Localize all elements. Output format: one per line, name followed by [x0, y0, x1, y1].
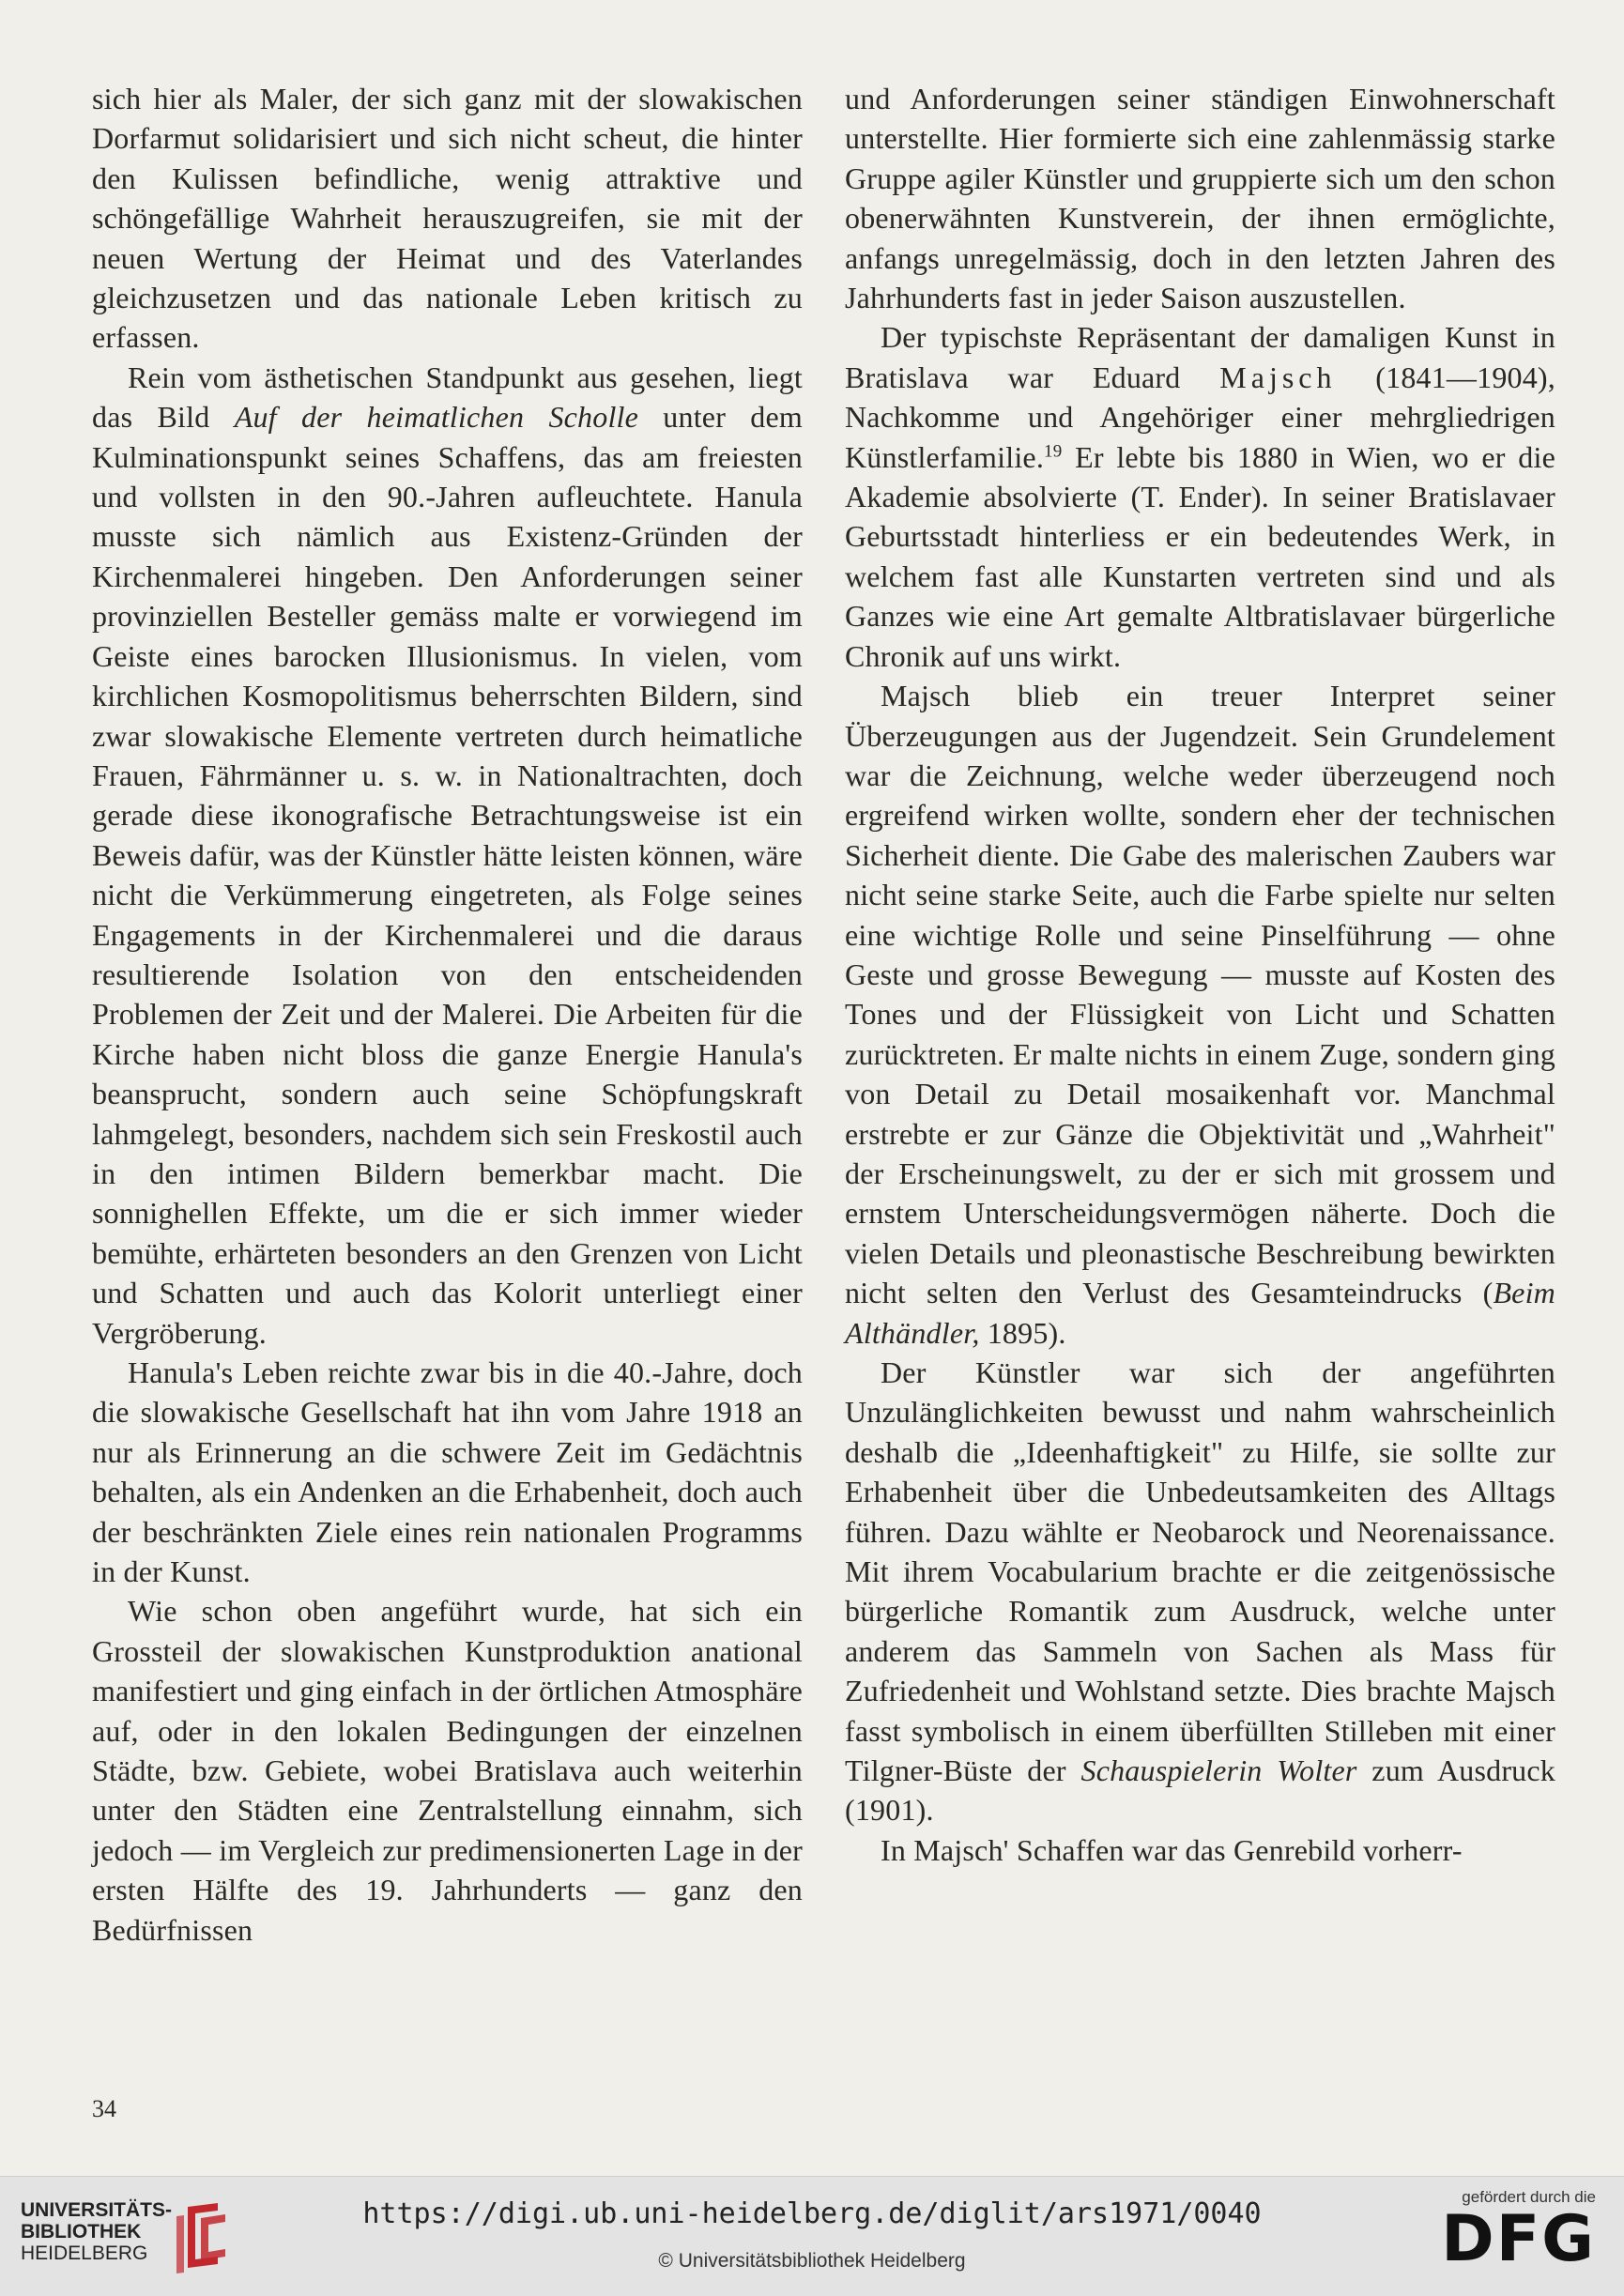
artwork-title: Schauspielerin Wolter [1080, 1753, 1357, 1788]
paragraph: Der typischste Repräsentant der damaligen Kunst in Bratislava war Eduard Majsch (1841—1904), Nachkomme und Angehöriger einer mehrgliedrigen Künstlerfamilie.$^{19}$ Er lebte bis 1880 in Wien, wo er die Akademie absolvierte (T. Ender). In seiner Bratislavaer Geburtsstadt hinterliess er ein bedeutendes Werk, in welchem fast alle Kunstarten vertreten sind und als Ganzes wie eine Art gemalte Altbratislavaer bürgerliche Chronik auf uns wirkt. [845, 320, 1555, 673]
paragraph: Majsch blieb ein treuer Interpret seiner Überzeugungen aus der Jugendzeit. Sein Grundelement war die Zeichnung, welche weder überzeugend noch ergreifend wirken wollte, sondern eher der technischen Sicherheit diente. Die Gabe des malerischen Zaubers war nicht seine starke Seite, auch die Farbe spielte nur selten eine wichtige Rolle und seine Pinselführung — ohne Geste und grosse Bewegung — musste auf Kosten des Tones und der Flüssigkeit von Licht und Schatten zurücktreten. Er malte nichts in einem Zuge, sondern ging von Detail zu Detail mosaikenhaft vor. Manchmal erstrebte er zur Gänze die Objektivität und „Wahrheit" der Erscheinungswelt, zu der er sich mit grossem und ernstem Unterscheidungsvermögen näherte. Doch die vielen Details und pleonastische Beschreibung bewirkten nicht selten den Verlust des Gesamteindrucks (Beim Althändler, 1895). [845, 679, 1555, 1350]
dfg-wordmark: DFG [1441, 2202, 1596, 2276]
page-number: 34 [92, 2095, 116, 2122]
footnote-marker: 19 [1044, 441, 1063, 461]
permalink-url[interactable]: https://digi.ub.uni-heidelberg.de/diglit/ars1971/0040 [362, 2197, 1262, 2230]
paragraph: Hanula's Leben reichte zwar bis in die 40.-Jahre, doch die slowakische Gesellschaft hat ihn vom Jahre 1918 an nur als Erinnerung an die schwere Zeit im Gedächtnis behalten, als ein Andenken an die Erhabenheit, doch auch der beschränkten Ziele eines rein nationalen Programms in der Kunst. [92, 1355, 803, 1589]
copyright-notice: © Universitätsbibliothek Heidelberg [658, 2250, 966, 2272]
paragraph: Wie schon oben angeführt wurde, hat sich ein Grossteil der slowakischen Kunstproduktion anational manifestiert und ging einfach in der örtlichen Atmosphäre auf, oder in den lokalen Bedingungen der einzelnen Städte, bzw. Gebiete, wobei Bratislava auch weiterhin unter den Städten eine Zentralstellung einnahm, sich jedoch — im Vergleich zur predimensionerten Lage in der ersten Hälfte des 19. Jahrhunderts — ganz den Bedürfnissen [92, 1594, 803, 1947]
paragraph: sich hier als Maler, der sich ganz mit der slowakischen Dorfarmut solidarisiert und sich nicht scheut, die hinter den Kulissen befindliche, wenig attraktive und schöngefällige Wahrheit herauszugreifen, sie mit der neuen Wertung der Heimat und des Vaterlandes gleichzusetzen und das nationale Leben kritisch zu erfassen. [92, 82, 803, 355]
dfg-logo[interactable] [1427, 2188, 1596, 2286]
library-name: UNIVERSITÄTS- BIBLIOTHEK HEIDELBERG [21, 2199, 173, 2264]
paragraph: und Anforderungen seiner ständigen Einwohnerschaft unterstellte. Hier formierte sich eine zahlenmässig starke Gruppe agiler Künstler und gruppierte sich um den schon obenerwähnten Kunstverein, der ihnen ermöglichte, anfangs unregelmässig, doch in den letzten Jahren des Jahrhunderts fast in jeder Saison auszustellen. [845, 82, 1555, 315]
spaced-name: Majsch [1219, 360, 1337, 394]
paragraph: In Majsch' Schaffen war das Genrebild vorherr- [881, 1832, 1463, 1867]
footer-bar [0, 2176, 1624, 2296]
paragraph: Rein vom ästhetischen Standpunkt aus gesehen, liegt das Bild Auf der heimatlichen Scholle unter dem Kulminationspunkt seines Schaffens, das am freiesten und vollsten in den 90.-Jahren aufleuchtete. Hanula musste sich nämlich aus Existenz-Gründen der Kirchenmalerei hingeben. Den Anforderungen seiner provinziellen Besteller gemäss malte er vorwiegend im Geiste eines barocken Illusionismus. In vielen, vom kirchlichen Kosmopolitismus beherrschten Bildern, sind zwar slowakische Elemente vertreten durch heimatliche Frauen, Fährmänner u. s. w. in Nationaltrachten, doch gerade diese ikonografische Betrachtungsweise ist ein Beweis dafür, was der Künstler hätte leisten können, wäre nicht die Verkümmerung eingetreten, als Folge seines Engagements in der Kirchenmalerei und die daraus resultierende Isolation von den entscheidenden Problemen der Zeit und der Malerei. Die Arbeiten für die Kirche haben nicht bloss die ganze Energie Hanula's beansprucht, sondern auch seine Schöpfungskraft lahmgelegt, besonders, nachdem sich sein Freskostil auch in den intimen Bildern bemerkbar macht. Die sonnighellen Effekte, um die er sich immer wieder bemühte, erhärteten besonders an den Grenzen von Licht und Schatten und auch das Kolorit unterliegt einer Vergröberung. [92, 360, 804, 1350]
artwork-title: Beim Althändler, [845, 1276, 1555, 1350]
funding-note: gefördert durch die [1462, 2188, 1596, 2206]
paragraph: Der Künstler war sich der angeführten Unzulänglichkeiten bewusst und nahm wahrscheinlich deshalb die „Ideenhaftigkeit" zu Hilfe, sie sollte zur Erhabenheit über die Unbedeutsamkeiten des Alltags führen. Dazu wählte er Neobarock und Neorenaissance. Mit ihrem Vocabularium brachte er die zeitgenössische bürgerliche Romantik zum Ausdruck, welche unter anderem das Sammeln von Sachen als Mass für Zufriedenheit und Wohlstand setzte. Dies brachte Majsch fasst symbolisch in einem überfüllten Stilleben mit einer Tilgner-Büste der Schauspielerin Wolter zum Ausdruck (1901). [845, 1355, 1555, 1828]
right-column [845, 79, 1555, 1870]
left-column [92, 79, 803, 1950]
artwork-title: Auf der heimatlichen Scholle [234, 400, 639, 435]
